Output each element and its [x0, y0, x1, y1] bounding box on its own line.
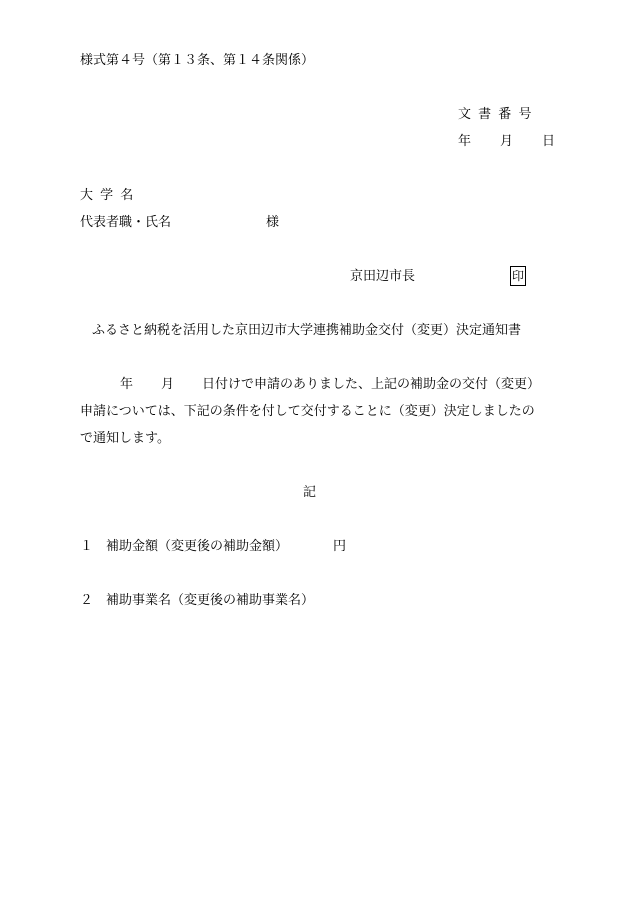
date-month: 月: [500, 134, 514, 149]
item-project-name: [80, 594, 314, 607]
item-subsidy-unit: 円: [333, 539, 347, 554]
document-date: [458, 135, 555, 148]
document-number-label: 文書番号: [458, 107, 539, 122]
item-number: ２: [80, 593, 94, 608]
body-line-3: で通知します。: [80, 431, 170, 446]
body-line-1: [80, 378, 540, 391]
body-year: 年: [120, 377, 134, 392]
item-subsidy-amount: [80, 540, 288, 553]
ki-heading: 記: [303, 485, 317, 500]
item-label: 補助事業名（変更後の補助事業名）: [106, 593, 315, 608]
body-line-2: 申請については、下記の条件を付して交付することに（変更）決定しましたの: [80, 404, 535, 419]
date-year: 年: [458, 134, 472, 149]
form-label: 様式第４号（第１３条、第１４条関係）: [80, 53, 315, 68]
document-title: ふるさと納税を活用した京田辺市大学連携補助金交付（変更）決定通知書: [92, 323, 522, 338]
body-line-1-text: 日付けで申請のありました、上記の補助金の交付（変更）: [202, 377, 541, 392]
recipient-representative: 代表者職・氏名: [80, 215, 172, 230]
sender-title: 京田辺市長: [350, 269, 416, 284]
date-day: 日: [542, 134, 556, 149]
recipient-honorific: 様: [266, 215, 280, 230]
seal-mark: 印: [510, 266, 526, 286]
item-label: 補助金額（変更後の補助金額）: [106, 539, 289, 554]
recipient-university: 大学名: [80, 188, 141, 203]
item-number: １: [80, 539, 94, 554]
body-month: 月: [161, 377, 175, 392]
